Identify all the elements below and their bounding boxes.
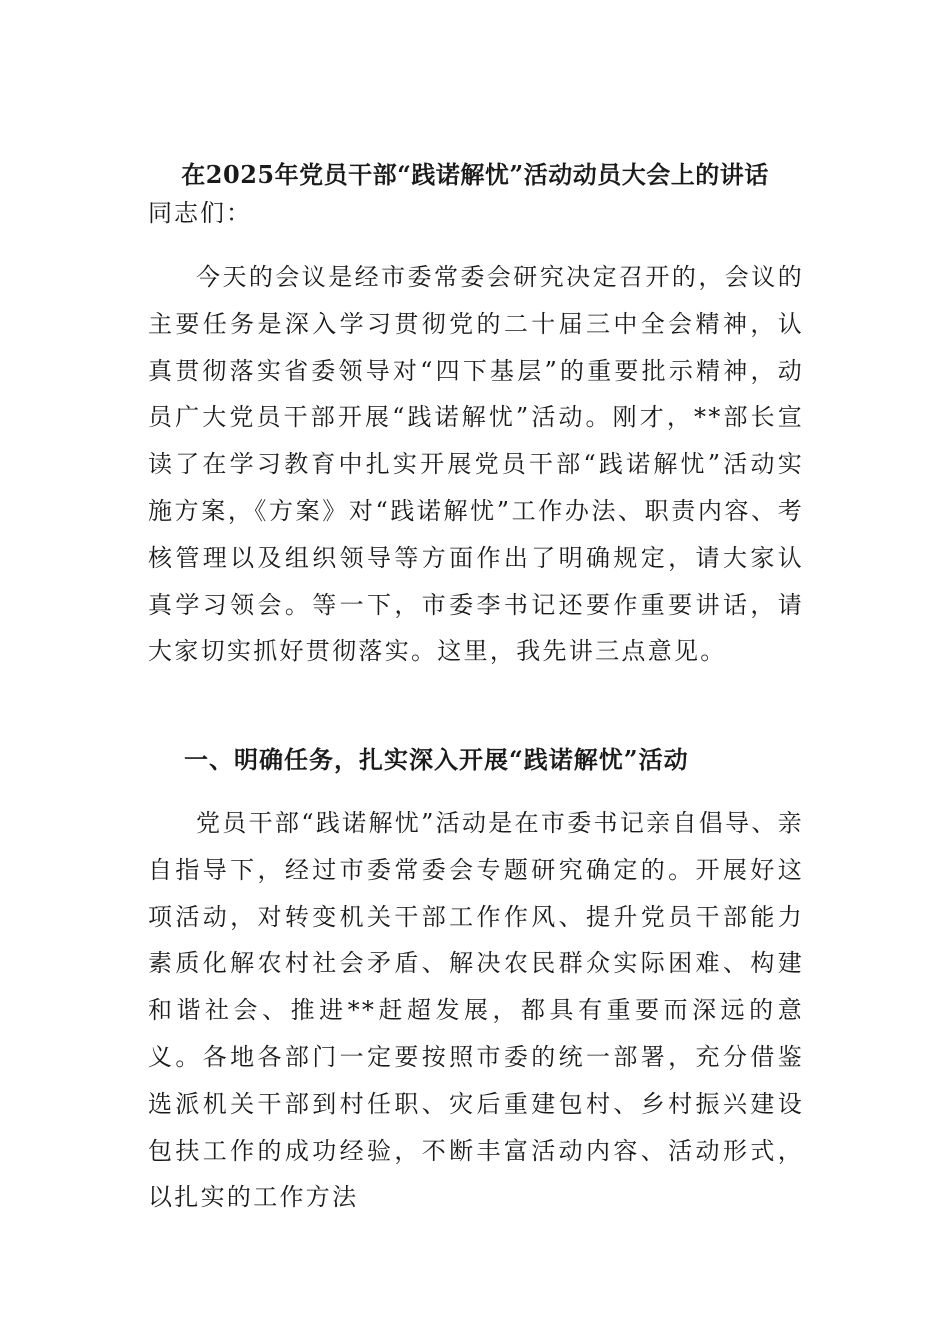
section-heading: 一、明确任务，扎实深入开展“践诺解忧”活动 bbox=[184, 745, 689, 774]
document-title: 在2025年党员干部“践诺解忧”活动动员大会上的讲话 bbox=[181, 160, 769, 189]
salutation: 同志们： bbox=[148, 199, 252, 227]
body-paragraph: 今天的会议是经市委常委会研究决定召开的，会议的主要任务是深入学习贯彻党的二十届三中全会精神，认真贯彻落实省委领导对“四下基层”的重要批示精神，动员广大党员干部开展“践诺解忧”活动。刚才，**部长宣读了在学习教育中扎实开展党员干部“践诺解忧”活动实施方案，《方案》对“践诺解忧”工作办法、职责内容、考核管理以及组织领导等方面作出了明确规定，请大家认真学习领会。等一下，市委李书记还要作重要讲话，请大家切实抓好贯彻落实。这里，我先讲三点意见。 bbox=[148, 263, 804, 666]
section-paragraph: 党员干部“践诺解忧”活动是在市委书记亲自倡导、亲自指导下，经过市委常委会专题研究确定的。开展好这项活动，对转变机关干部工作作风、提升党员干部能力素质化解农村社会矛盾、解决农民群众实际困难、构建和谐社会、推进**赶超发展，都具有重要而深远的意义。各地各部门一定要按照市委的统一部署，充分借鉴选派机关干部到村任职、灾后重建包村、乡村振兴建设包扶工作的成功经验，不断丰富活动内容、活动形式，以扎实的工作方法 bbox=[148, 809, 804, 1212]
